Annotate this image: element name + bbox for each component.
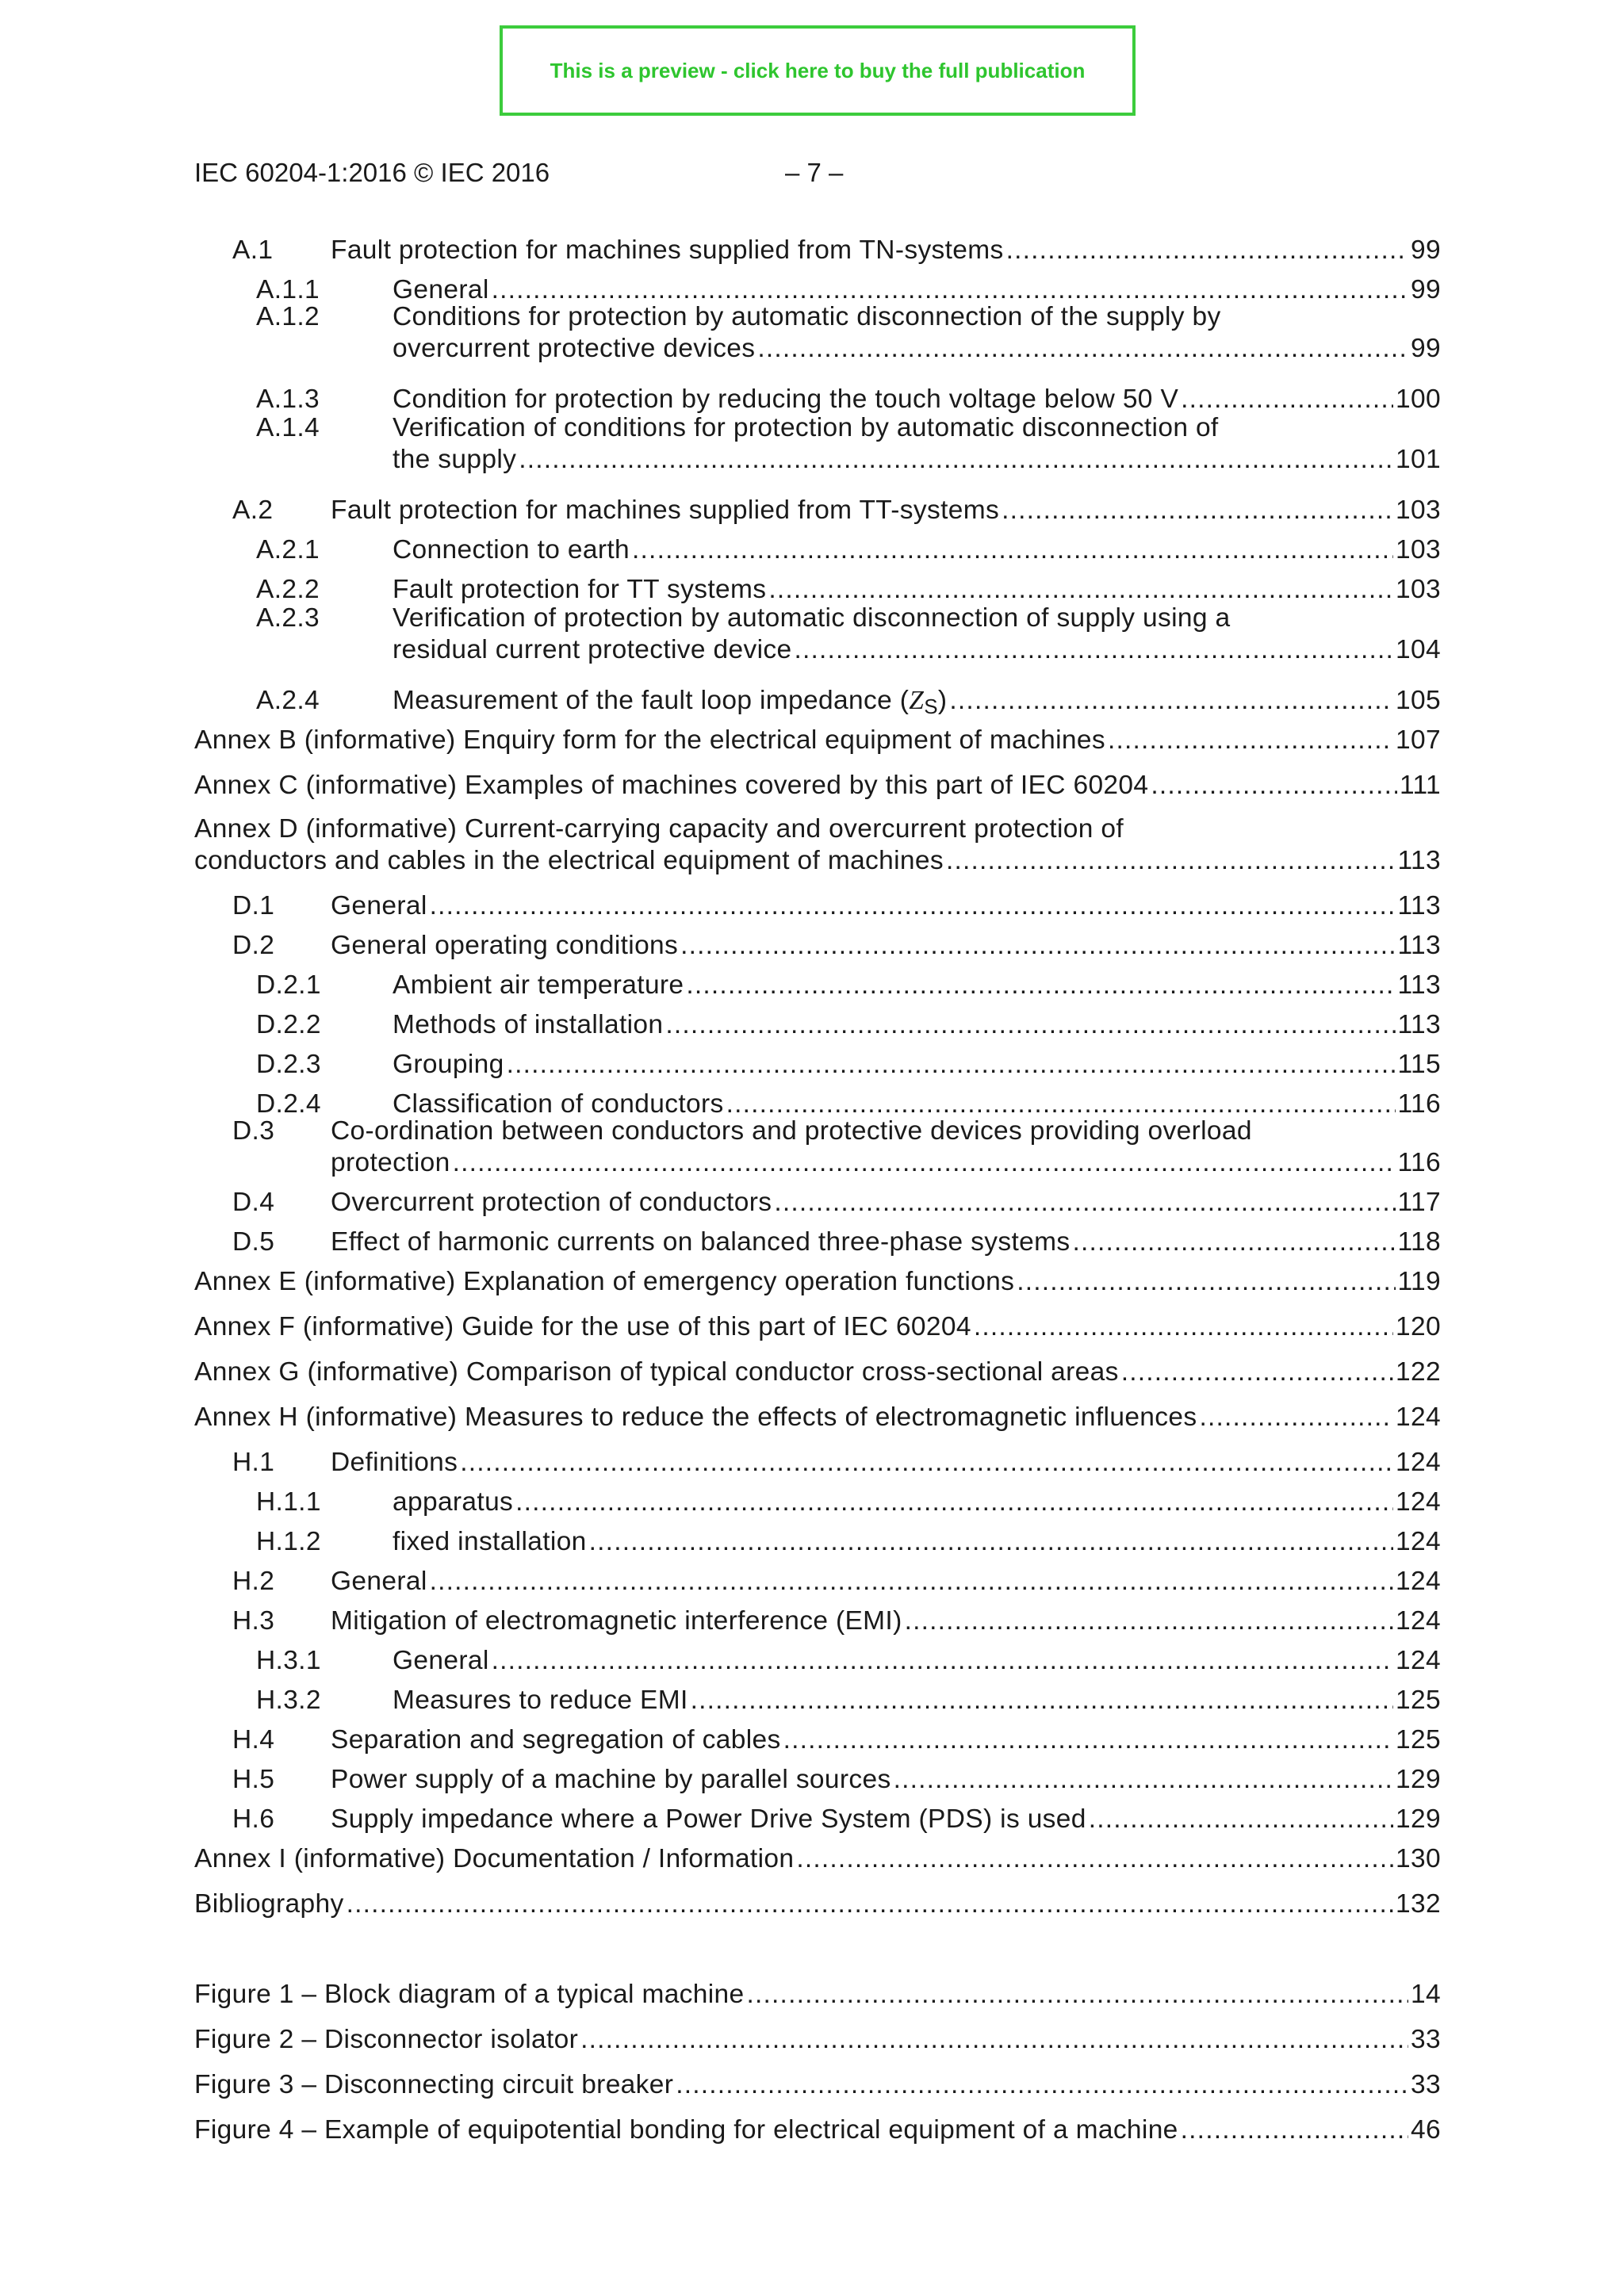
toc-entry-page-number: 99 bbox=[1411, 235, 1441, 265]
toc-entry-title bbox=[194, 2069, 673, 2101]
toc-entry-number: A.1.4 bbox=[256, 413, 320, 442]
dot-leader bbox=[747, 1979, 1409, 2011]
toc-entry-title-text: Annex G (informative) Comparison of typical conductor cross-sectional areas bbox=[194, 1357, 1119, 1387]
toc-entry-title bbox=[331, 1724, 781, 1756]
dot-leader bbox=[686, 970, 1395, 1001]
toc-entry-page-number: 101 bbox=[1396, 445, 1441, 474]
toc-entry-number: A.2.2 bbox=[256, 575, 320, 604]
preview-banner-text: This is a preview - click here to buy the full publication bbox=[550, 58, 1086, 82]
toc-entry-page-number: 103 bbox=[1396, 575, 1441, 604]
toc-entry-page-number: 104 bbox=[1396, 635, 1441, 664]
dot-leader bbox=[783, 1724, 1393, 1756]
toc-entry[interactable] bbox=[194, 1605, 1441, 1637]
toc-entry-page-number: 132 bbox=[1396, 1889, 1441, 1919]
toc-entry-title-text: General bbox=[331, 891, 427, 920]
dot-leader bbox=[632, 534, 1393, 566]
dot-leader bbox=[515, 1487, 1393, 1518]
dot-leader bbox=[905, 1605, 1393, 1637]
dot-leader bbox=[1181, 2114, 1408, 2146]
dot-leader bbox=[492, 1645, 1393, 1677]
toc-entry-line bbox=[194, 1311, 1441, 1343]
toc-entry-number: H.3 bbox=[232, 1606, 275, 1636]
toc-entry-title bbox=[393, 685, 947, 717]
toc-entry-title-text: Figure 4 – Example of equipotential bonding for electrical equipment of a machine bbox=[194, 2115, 1178, 2145]
toc-entry-title-text: Classification of conductors bbox=[393, 1089, 724, 1119]
toc-entry[interactable] bbox=[194, 1645, 1441, 1677]
toc-entry-title bbox=[194, 2114, 1178, 2146]
impedance-symbol bbox=[909, 686, 938, 715]
toc-entry-page-number: 100 bbox=[1396, 385, 1441, 414]
toc-entry-page-number: 124 bbox=[1396, 1487, 1441, 1517]
toc-entry-title-text: Figure 1 – Block diagram of a typical machine bbox=[194, 1980, 745, 2009]
toc-entry-title bbox=[393, 634, 791, 666]
toc-entry-page-number: 103 bbox=[1396, 496, 1441, 525]
toc-entry-page-number: 115 bbox=[1397, 1050, 1441, 1079]
toc-entry-title-first-line: Verification of conditions for protection by automatic disconnection of bbox=[393, 413, 1219, 442]
toc-entry-page-number: 130 bbox=[1396, 1844, 1441, 1873]
toc-entry[interactable] bbox=[194, 1979, 1441, 2011]
dot-leader bbox=[1006, 235, 1408, 266]
toc-entry-title bbox=[194, 770, 1148, 802]
toc-entry[interactable] bbox=[194, 603, 1441, 666]
toc-entry-page-number: 124 bbox=[1396, 1606, 1441, 1636]
toc-entry-number: A.2.1 bbox=[256, 535, 320, 564]
toc-entry-title-text: protection bbox=[331, 1148, 450, 1177]
toc-entry-title-text: Fault protection for machines supplied from TT-systems bbox=[331, 496, 1000, 525]
toc-entry[interactable] bbox=[194, 930, 1441, 962]
dot-leader bbox=[1121, 1357, 1393, 1388]
toc-entry[interactable] bbox=[194, 970, 1441, 1001]
toc-entry-line bbox=[393, 1049, 1441, 1081]
toc-entry[interactable] bbox=[194, 2024, 1441, 2056]
toc-entry-title bbox=[393, 1685, 688, 1716]
toc-entry-line bbox=[194, 1402, 1441, 1433]
toc-entry-page-number: 129 bbox=[1396, 1765, 1441, 1794]
toc-entry-title-text: fixed installation bbox=[393, 1527, 587, 1556]
toc-entry-title bbox=[393, 574, 766, 606]
dot-leader bbox=[430, 890, 1396, 922]
toc-entry-number: H.1.2 bbox=[256, 1527, 321, 1556]
toc-entry-line bbox=[331, 1804, 1441, 1835]
toc-entry[interactable] bbox=[194, 1402, 1441, 1433]
toc-entry[interactable] bbox=[194, 1487, 1441, 1518]
toc-entry[interactable] bbox=[194, 1724, 1441, 1756]
toc-entry-page-number: 119 bbox=[1397, 1267, 1441, 1296]
toc-entry[interactable] bbox=[194, 1311, 1441, 1343]
toc-entry-page-number: 46 bbox=[1411, 2115, 1441, 2145]
toc-entry-line bbox=[194, 725, 1441, 756]
toc-entry-title-text: Condition for protection by reducing the touch voltage below 50 V bbox=[393, 385, 1179, 414]
dot-leader bbox=[1199, 1402, 1393, 1433]
dot-leader bbox=[589, 1526, 1393, 1558]
toc-entry-title-suffix: ) bbox=[937, 686, 948, 715]
impedance-symbol-subscript: S bbox=[924, 695, 938, 717]
toc-entry-page-number: 103 bbox=[1396, 535, 1441, 564]
toc-entry-title-first-line: Annex D (informative) Current-carrying capacity and overcurrent protection of bbox=[194, 814, 1124, 844]
toc-entry-page-number: 99 bbox=[1411, 334, 1441, 363]
toc-entry[interactable] bbox=[194, 2069, 1441, 2101]
toc-entry-number: D.2.3 bbox=[256, 1050, 321, 1079]
toc-entry-number: D.3 bbox=[232, 1116, 275, 1146]
toc-entry-line bbox=[393, 1685, 1441, 1716]
toc-entry-title bbox=[393, 534, 630, 566]
toc-entry-title bbox=[331, 890, 427, 922]
toc-entry-title-text: Mitigation of electromagnetic interference (EMI) bbox=[331, 1606, 902, 1636]
toc-entry-page-number: 99 bbox=[1411, 275, 1441, 304]
toc-entry[interactable] bbox=[194, 1804, 1441, 1835]
toc-entry-line bbox=[393, 1645, 1441, 1677]
toc-entry[interactable] bbox=[194, 813, 1441, 877]
toc-entry-title-text: Annex I (informative) Documentation / Information bbox=[194, 1844, 795, 1873]
toc-entry-number: A.1 bbox=[232, 235, 274, 265]
toc-entry-line bbox=[331, 1447, 1441, 1479]
toc-entry-line bbox=[393, 634, 1441, 666]
toc-entry-title-text: Separation and segregation of cables bbox=[331, 1725, 781, 1755]
dot-leader bbox=[1108, 725, 1393, 756]
toc-entry[interactable] bbox=[194, 384, 1441, 415]
dot-leader bbox=[894, 1764, 1393, 1796]
toc-entry-line bbox=[331, 1226, 1441, 1258]
toc-entry-title-text: the supply bbox=[393, 445, 517, 474]
toc-entry-line bbox=[331, 1187, 1441, 1219]
dot-leader bbox=[794, 634, 1393, 666]
toc-entry-title-text: Ambient air temperature bbox=[393, 970, 684, 1000]
toc-entry[interactable] bbox=[194, 1888, 1441, 1920]
toc-entry-title-text: Annex F (informative) Guide for the use of this part of IEC 60204 bbox=[194, 1312, 971, 1341]
toc-entry-title-text: Fault protection for machines supplied from TN-systems bbox=[331, 235, 1004, 265]
toc-entry-title bbox=[331, 930, 678, 962]
toc-entry-title-text: Figure 3 – Disconnecting circuit breaker bbox=[194, 2070, 674, 2099]
toc-entry-page-number: 14 bbox=[1411, 1980, 1441, 2009]
toc-entry-number: A.2 bbox=[232, 496, 274, 525]
toc-entry-page-number: 122 bbox=[1396, 1357, 1441, 1387]
toc-entry-page-number: 107 bbox=[1396, 725, 1441, 755]
toc-entry-title bbox=[194, 725, 1105, 756]
toc-entry-line bbox=[393, 333, 1441, 365]
toc-entry-line bbox=[194, 2024, 1441, 2056]
toc-entry-title bbox=[331, 495, 999, 526]
toc-entry-title-text: overcurrent protective devices bbox=[393, 334, 756, 363]
toc-entry-line bbox=[331, 1724, 1441, 1756]
toc-entry[interactable] bbox=[194, 1357, 1441, 1388]
dot-leader bbox=[1089, 1804, 1393, 1835]
toc-entry-title bbox=[393, 444, 516, 476]
toc-entry-number: D.2.2 bbox=[256, 1010, 321, 1039]
toc-entry[interactable] bbox=[194, 1115, 1441, 1179]
toc-entry[interactable] bbox=[194, 1187, 1441, 1219]
toc-entry-line bbox=[194, 1266, 1441, 1298]
toc-entry-title-text: conductors and cables in the electrical equipment of machines bbox=[194, 846, 944, 875]
dot-leader bbox=[580, 2024, 1408, 2056]
dot-leader bbox=[676, 2069, 1408, 2101]
toc-entry-line bbox=[393, 444, 1441, 476]
toc-entry-title bbox=[331, 235, 1004, 266]
toc-entry[interactable] bbox=[194, 574, 1441, 606]
toc-entry-number: D.2 bbox=[232, 931, 275, 960]
toc-entry[interactable] bbox=[194, 770, 1441, 802]
toc-entry-title-text: Measurement of the fault loop impedance ( bbox=[393, 686, 910, 715]
toc-entry-page-number: 124 bbox=[1396, 1448, 1441, 1477]
toc-entry-title-text: apparatus bbox=[393, 1487, 514, 1517]
toc-entry-page-number: 120 bbox=[1396, 1312, 1441, 1341]
document-id: IEC 60204-1:2016 © IEC 2016 bbox=[194, 158, 550, 187]
toc-entry-title-text: Annex B (informative) Enquiry form for the electrical equipment of machines bbox=[194, 725, 1105, 755]
toc-entry-number: D.4 bbox=[232, 1188, 275, 1217]
toc-entry-title bbox=[194, 1979, 745, 2011]
toc-entry-number: D.2.4 bbox=[256, 1089, 321, 1119]
toc-entry[interactable] bbox=[194, 1685, 1441, 1716]
dot-leader bbox=[949, 685, 1393, 717]
toc-entry-line bbox=[194, 1888, 1441, 1920]
toc-entry-title bbox=[393, 970, 684, 1001]
toc-entry-title bbox=[194, 2024, 578, 2056]
toc-entry-number: D.2.1 bbox=[256, 970, 321, 1000]
toc-entry-title-text: Definitions bbox=[331, 1448, 458, 1477]
toc-entry-line bbox=[331, 235, 1441, 266]
toc-entry[interactable] bbox=[194, 685, 1441, 717]
toc-entry-number: H.1 bbox=[232, 1448, 275, 1477]
toc-entry-line bbox=[194, 1843, 1441, 1875]
toc-entry-title-text: General bbox=[393, 1646, 489, 1675]
toc-entry-number: H.1.1 bbox=[256, 1487, 321, 1517]
impedance-symbol-letter: Z bbox=[909, 686, 925, 715]
toc-entry-title bbox=[331, 1804, 1086, 1835]
toc-entry-title bbox=[393, 1645, 489, 1677]
toc-entry-title bbox=[393, 1487, 513, 1518]
toc-entry-line bbox=[393, 685, 1441, 717]
toc-entry-number: A.1.1 bbox=[256, 275, 320, 304]
toc-entry-title bbox=[393, 1526, 587, 1558]
toc-entry-line bbox=[331, 930, 1441, 962]
toc-entry[interactable] bbox=[194, 1526, 1441, 1558]
toc-entry-title-first-line: Conditions for protection by automatic disconnection of the supply by bbox=[393, 302, 1221, 331]
toc-entry-page-number: 116 bbox=[1397, 1148, 1441, 1177]
toc-entry-line bbox=[331, 495, 1441, 526]
toc-entry-title-text: Power supply of a machine by parallel sources bbox=[331, 1765, 891, 1794]
toc-entry[interactable] bbox=[194, 725, 1441, 756]
toc-entry-line bbox=[393, 574, 1441, 606]
toc-entry-title bbox=[331, 1147, 450, 1179]
toc-entry-number: H.3.2 bbox=[256, 1686, 321, 1715]
toc-entry-page-number: 117 bbox=[1397, 1188, 1441, 1217]
dot-leader bbox=[519, 444, 1393, 476]
toc-entry-line bbox=[393, 1009, 1441, 1041]
page-number: – 7 – bbox=[785, 158, 844, 187]
toc-entry-title-text: Figure 2 – Disconnector isolator bbox=[194, 2025, 579, 2054]
toc-entry-page-number: 124 bbox=[1396, 1567, 1441, 1596]
dot-leader bbox=[691, 1685, 1393, 1716]
toc-entry-title bbox=[331, 1226, 1070, 1258]
toc-entry-title-text: Annex C (informative) Examples of machines covered by this part of IEC 60204 bbox=[194, 771, 1149, 800]
toc-entry-title bbox=[194, 1266, 1014, 1298]
toc-entry-number: H.6 bbox=[232, 1804, 275, 1834]
toc-entry-line bbox=[194, 770, 1441, 802]
toc-entry-number: H.2 bbox=[232, 1567, 275, 1596]
dot-leader bbox=[347, 1888, 1393, 1920]
toc-entry-title bbox=[331, 1764, 891, 1796]
toc-entry-title-text: Grouping bbox=[393, 1050, 504, 1079]
toc-entry-title-text: Annex H (informative) Measures to reduce the effects of electromagnetic influences bbox=[194, 1402, 1197, 1432]
toc-entry-title bbox=[194, 1843, 794, 1875]
toc-entry-title bbox=[194, 1402, 1197, 1433]
dot-leader bbox=[665, 1009, 1395, 1041]
toc-entry-title bbox=[194, 1888, 344, 1920]
toc-entry-title-text: Supply impedance where a Power Drive System (PDS) is used bbox=[331, 1804, 1086, 1834]
toc-entry-title bbox=[393, 1049, 504, 1081]
toc-entry-title bbox=[393, 384, 1178, 415]
toc-entry-title bbox=[331, 1566, 427, 1598]
toc-entry-title-text: Bibliography bbox=[194, 1889, 344, 1919]
dot-leader bbox=[796, 1843, 1393, 1875]
toc-entry-page-number: 105 bbox=[1396, 686, 1441, 715]
dot-leader bbox=[1072, 1226, 1395, 1258]
toc-entry-page-number: 33 bbox=[1411, 2070, 1441, 2099]
toc-entry-number: H.5 bbox=[232, 1765, 275, 1794]
dot-leader bbox=[460, 1447, 1393, 1479]
toc-entry-title bbox=[194, 845, 944, 877]
toc-entry[interactable] bbox=[194, 235, 1441, 266]
toc-entry-number: D.5 bbox=[232, 1227, 275, 1257]
toc-entry-page-number: 113 bbox=[1397, 846, 1441, 875]
dot-leader bbox=[1181, 384, 1393, 415]
toc-entry-line bbox=[194, 1979, 1441, 2011]
toc-entry-title-text: Connection to earth bbox=[393, 535, 630, 564]
dot-leader bbox=[946, 845, 1396, 877]
toc-entry-line bbox=[194, 845, 1441, 877]
toc-entry-number: D.1 bbox=[232, 891, 275, 920]
toc-entry-line bbox=[331, 1605, 1441, 1637]
toc-entry-title bbox=[194, 1357, 1119, 1388]
toc-entry[interactable] bbox=[194, 412, 1441, 476]
toc-entry-page-number: 124 bbox=[1396, 1527, 1441, 1556]
toc-entry-title bbox=[194, 1311, 971, 1343]
toc-entry-line bbox=[393, 1526, 1441, 1558]
toc-entry-title-text: Methods of installation bbox=[393, 1010, 664, 1039]
toc-entry[interactable] bbox=[194, 1009, 1441, 1041]
toc-entry-title bbox=[331, 1447, 458, 1479]
toc-entry[interactable] bbox=[194, 1447, 1441, 1479]
toc-entry-page-number: 113 bbox=[1397, 1010, 1441, 1039]
toc-entry-line bbox=[331, 890, 1441, 922]
toc-entry-page-number: 124 bbox=[1396, 1402, 1441, 1432]
toc-entry-title bbox=[331, 1187, 772, 1219]
toc-entry-line bbox=[331, 1566, 1441, 1598]
toc-entry-title-text: General operating conditions bbox=[331, 931, 679, 960]
toc-entry[interactable] bbox=[194, 1266, 1441, 1298]
toc-entry-line bbox=[393, 384, 1441, 415]
toc-entry-number: H.3.1 bbox=[256, 1646, 321, 1675]
dot-leader bbox=[768, 574, 1393, 606]
toc-entry-page-number: 125 bbox=[1396, 1686, 1441, 1715]
toc-entry-title bbox=[393, 1009, 663, 1041]
toc-entry-line bbox=[194, 2114, 1441, 2146]
toc-entry-title-text: Annex E (informative) Explanation of emergency operation functions bbox=[194, 1267, 1015, 1296]
toc-entry-line bbox=[194, 2069, 1441, 2101]
toc-entry[interactable] bbox=[194, 1226, 1441, 1258]
toc-entry-title bbox=[331, 1605, 902, 1637]
toc-entry-title-text: General bbox=[393, 275, 489, 304]
dot-leader bbox=[430, 1566, 1393, 1598]
toc-entry[interactable] bbox=[194, 301, 1441, 365]
toc-entry[interactable] bbox=[194, 1049, 1441, 1081]
toc-entry-title bbox=[393, 333, 755, 365]
toc-entry-page-number: 33 bbox=[1411, 2025, 1441, 2054]
toc-entry-line bbox=[393, 1487, 1441, 1518]
dot-leader bbox=[453, 1147, 1396, 1179]
toc-entry-title-text: Measures to reduce EMI bbox=[393, 1686, 688, 1715]
toc-entry-title-first-line: Co-ordination between conductors and protective devices providing overload bbox=[331, 1116, 1252, 1146]
toc-entry-number: A.2.4 bbox=[256, 686, 320, 715]
toc-entry-title-text: Fault protection for TT systems bbox=[393, 575, 767, 604]
dot-leader bbox=[757, 333, 1408, 365]
toc-entry-page-number: 118 bbox=[1397, 1227, 1441, 1257]
dot-leader bbox=[1002, 495, 1393, 526]
toc-entry-title-text: residual current protective device bbox=[393, 635, 792, 664]
toc-entry-page-number: 129 bbox=[1396, 1804, 1441, 1834]
dot-leader bbox=[974, 1311, 1393, 1343]
toc-entry[interactable] bbox=[194, 534, 1441, 566]
toc-entry[interactable] bbox=[194, 890, 1441, 922]
toc-entry-number: A.2.3 bbox=[256, 603, 320, 633]
toc-entry[interactable] bbox=[194, 1566, 1441, 1598]
toc-entry-number: A.1.3 bbox=[256, 385, 320, 414]
toc-entry-line bbox=[393, 970, 1441, 1001]
toc-entry[interactable] bbox=[194, 1843, 1441, 1875]
toc-entry-page-number: 113 bbox=[1397, 931, 1441, 960]
dot-leader bbox=[1017, 1266, 1395, 1298]
toc-entry-page-number: 111 bbox=[1400, 771, 1441, 800]
toc-entry-page-number: 125 bbox=[1396, 1725, 1441, 1755]
toc-entry-line bbox=[393, 534, 1441, 566]
toc-entry-title-text: Overcurrent protection of conductors bbox=[331, 1188, 772, 1217]
toc-entry-number: A.1.2 bbox=[256, 302, 320, 331]
dot-leader bbox=[507, 1049, 1396, 1081]
toc-entry-title-first-line: Verification of protection by automatic disconnection of supply using a bbox=[393, 603, 1231, 633]
toc-entry[interactable] bbox=[194, 2114, 1441, 2146]
toc-entry[interactable] bbox=[194, 1764, 1441, 1796]
toc-entry-page-number: 124 bbox=[1396, 1646, 1441, 1675]
toc-entry-title-text: Effect of harmonic currents on balanced three-phase systems bbox=[331, 1227, 1071, 1257]
toc-entry-page-number: 113 bbox=[1397, 891, 1441, 920]
toc-entry-line bbox=[194, 1357, 1441, 1388]
toc-entry[interactable] bbox=[194, 495, 1441, 526]
dot-leader bbox=[774, 1187, 1395, 1219]
dot-leader bbox=[680, 930, 1395, 962]
dot-leader bbox=[1151, 770, 1397, 802]
toc-entry-line bbox=[331, 1764, 1441, 1796]
toc-entry-number: H.4 bbox=[232, 1725, 275, 1755]
toc-entry-title-text: General bbox=[331, 1567, 427, 1596]
toc-entry-page-number: 113 bbox=[1397, 970, 1441, 1000]
toc-entry-line bbox=[331, 1147, 1441, 1179]
toc-entry-page-number: 116 bbox=[1397, 1089, 1441, 1119]
